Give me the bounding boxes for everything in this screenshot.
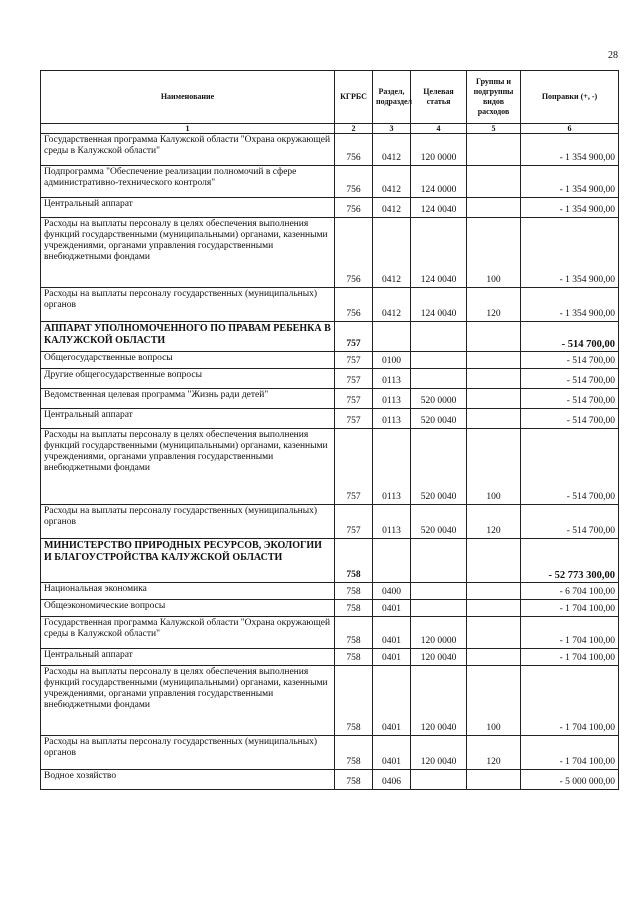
table-row: [41, 389, 619, 409]
row-target-cell: 120 0040: [411, 736, 467, 770]
row-amount-cell: - 1 354 900,00: [521, 218, 619, 288]
row-section-cell: 0412: [373, 288, 411, 322]
table-row: [41, 288, 619, 322]
row-section-cell: 0113: [373, 505, 411, 539]
row-group-cell: 120: [467, 288, 521, 322]
row-name-cell: Центральный аппарат: [41, 649, 335, 666]
row-amount-cell: - 1 704 100,00: [521, 649, 619, 666]
row-name-cell: МИНИСТЕРСТВО ПРИРОДНЫХ РЕСУРСОВ, ЭКОЛОГИИ И БЛАГОУСТРОЙСТВА КАЛУЖСКОЙ ОБЛАСТИ: [41, 539, 335, 583]
row-kgrbs-cell: 758: [335, 649, 373, 666]
row-kgrbs-cell: 758: [335, 600, 373, 617]
row-kgrbs-cell: 758: [335, 617, 373, 649]
row-amount-cell: - 514 700,00: [521, 429, 619, 505]
row-target-cell: [411, 322, 467, 352]
row-section-cell: 0412: [373, 134, 411, 166]
row-kgrbs-cell: 756: [335, 134, 373, 166]
row-group-cell: 100: [467, 429, 521, 505]
row-section-cell: 0113: [373, 429, 411, 505]
row-target-cell: 520 0040: [411, 505, 467, 539]
row-target-cell: [411, 539, 467, 583]
row-target-cell: 124 0040: [411, 218, 467, 288]
header-amendment: Поправки (+, -): [521, 71, 619, 124]
row-target-cell: [411, 352, 467, 369]
row-kgrbs-cell: 757: [335, 389, 373, 409]
table-row: [41, 429, 619, 505]
row-group-cell: [467, 198, 521, 218]
row-group-cell: [467, 539, 521, 583]
row-target-cell: 120 0040: [411, 649, 467, 666]
row-name-cell: Расходы на выплаты персоналу государственных (муниципальных) органов: [41, 288, 335, 322]
row-section-cell: 0406: [373, 770, 411, 790]
row-name-cell: Расходы на выплаты персоналу в целях обеспечения выполнения функций государственными (муниципальными) органами, казенными учреждениями, органами управления государственными внебюджетными фондами: [41, 666, 335, 736]
row-kgrbs-cell: 757: [335, 322, 373, 352]
table-row: [41, 352, 619, 369]
table-row: [41, 736, 619, 770]
table-row: [41, 166, 619, 198]
table-row: [41, 617, 619, 649]
row-kgrbs-cell: 758: [335, 539, 373, 583]
row-name-cell: Расходы на выплаты персоналу в целях обеспечения выполнения функций государственными (муниципальными) органами, казенными учреждениями, органами управления государственными внебюджетными фондами: [41, 218, 335, 288]
row-group-cell: [467, 649, 521, 666]
row-section-cell: 0401: [373, 736, 411, 770]
row-target-cell: 520 0000: [411, 389, 467, 409]
row-amount-cell: - 1 704 100,00: [521, 666, 619, 736]
row-amount-cell: - 514 700,00: [521, 322, 619, 352]
row-name-cell: Общегосударственные вопросы: [41, 352, 335, 369]
row-name-cell: Центральный аппарат: [41, 198, 335, 218]
row-name-cell: Расходы на выплаты персоналу в целях обеспечения выполнения функций государственными (муниципальными) органами, казенными учреждениями, органами управления государственными внебюджетными фондами: [41, 429, 335, 505]
row-group-cell: [467, 166, 521, 198]
row-section-cell: 0401: [373, 666, 411, 736]
row-group-cell: 100: [467, 218, 521, 288]
header-kgrbs: КГРБС: [335, 71, 373, 124]
row-name-cell: Другие общегосударственные вопросы: [41, 369, 335, 389]
table-row: [41, 770, 619, 790]
table-row: [41, 539, 619, 583]
row-name-cell: Национальная экономика: [41, 583, 335, 600]
column-number-row: [41, 124, 619, 134]
table-row: [41, 505, 619, 539]
table-row: [41, 666, 619, 736]
row-group-cell: [467, 770, 521, 790]
row-target-cell: 124 0040: [411, 198, 467, 218]
row-group-cell: [467, 389, 521, 409]
row-group-cell: [467, 409, 521, 429]
table-row: [41, 583, 619, 600]
row-group-cell: [467, 322, 521, 352]
row-name-cell: Общеэкономические вопросы: [41, 600, 335, 617]
row-kgrbs-cell: 757: [335, 369, 373, 389]
row-kgrbs-cell: 757: [335, 429, 373, 505]
row-kgrbs-cell: 756: [335, 198, 373, 218]
row-group-cell: [467, 600, 521, 617]
row-target-cell: [411, 583, 467, 600]
row-target-cell: 124 0040: [411, 288, 467, 322]
row-section-cell: 0100: [373, 352, 411, 369]
row-name-cell: Расходы на выплаты персоналу государственных (муниципальных) органов: [41, 505, 335, 539]
row-target-cell: [411, 600, 467, 617]
table-row: [41, 198, 619, 218]
row-amount-cell: - 514 700,00: [521, 369, 619, 389]
row-amount-cell: - 514 700,00: [521, 409, 619, 429]
row-kgrbs-cell: 757: [335, 352, 373, 369]
row-amount-cell: - 1 704 100,00: [521, 600, 619, 617]
row-name-cell: Водное хозяйство: [41, 770, 335, 790]
table-row: [41, 369, 619, 389]
row-kgrbs-cell: 756: [335, 218, 373, 288]
column-number: 5: [467, 124, 521, 134]
row-group-cell: [467, 583, 521, 600]
table-row: [41, 134, 619, 166]
row-section-cell: 0412: [373, 166, 411, 198]
row-amount-cell: - 1 704 100,00: [521, 617, 619, 649]
column-number: 6: [521, 124, 619, 134]
row-group-cell: [467, 134, 521, 166]
row-amount-cell: - 1 354 900,00: [521, 134, 619, 166]
row-name-cell: Государственная программа Калужской области "Охрана окружающей среды в Калужской области": [41, 134, 335, 166]
row-amount-cell: - 514 700,00: [521, 389, 619, 409]
header-row: [41, 71, 619, 124]
row-section-cell: 0113: [373, 369, 411, 389]
row-kgrbs-cell: 756: [335, 288, 373, 322]
row-section-cell: 0113: [373, 389, 411, 409]
row-section-cell: 0401: [373, 649, 411, 666]
table-row: [41, 409, 619, 429]
row-group-cell: 120: [467, 505, 521, 539]
page-number: 28: [608, 50, 618, 61]
row-group-cell: [467, 617, 521, 649]
row-target-cell: 120 0000: [411, 617, 467, 649]
row-name-cell: Подпрограмма "Обеспечение реализации полномочий в сфере административно-технического контроля": [41, 166, 335, 198]
header-target: Целевая статья: [411, 71, 467, 124]
row-amount-cell: - 1 704 100,00: [521, 736, 619, 770]
row-target-cell: [411, 770, 467, 790]
row-group-cell: 120: [467, 736, 521, 770]
column-number: 3: [373, 124, 411, 134]
row-target-cell: 120 0000: [411, 134, 467, 166]
column-number: 2: [335, 124, 373, 134]
row-amount-cell: - 1 354 900,00: [521, 288, 619, 322]
row-target-cell: 520 0040: [411, 429, 467, 505]
row-kgrbs-cell: 758: [335, 666, 373, 736]
column-number: 1: [41, 124, 335, 134]
row-amount-cell: - 5 000 000,00: [521, 770, 619, 790]
row-amount-cell: - 514 700,00: [521, 505, 619, 539]
row-amount-cell: - 514 700,00: [521, 352, 619, 369]
row-kgrbs-cell: 758: [335, 583, 373, 600]
row-section-cell: 0401: [373, 600, 411, 617]
row-amount-cell: - 6 704 100,00: [521, 583, 619, 600]
row-target-cell: 124 0000: [411, 166, 467, 198]
row-section-cell: [373, 539, 411, 583]
row-section-cell: [373, 322, 411, 352]
row-amount-cell: - 52 773 300,00: [521, 539, 619, 583]
row-kgrbs-cell: 758: [335, 736, 373, 770]
row-target-cell: [411, 369, 467, 389]
header-groups: Группы и подгруппы видов расходов: [467, 71, 521, 124]
row-group-cell: 100: [467, 666, 521, 736]
row-name-cell: Расходы на выплаты персоналу государственных (муниципальных) органов: [41, 736, 335, 770]
row-section-cell: 0400: [373, 583, 411, 600]
row-section-cell: 0401: [373, 617, 411, 649]
row-kgrbs-cell: 757: [335, 505, 373, 539]
row-kgrbs-cell: 756: [335, 166, 373, 198]
row-group-cell: [467, 369, 521, 389]
header-section: Раздел, подраздел: [373, 71, 411, 124]
row-section-cell: 0412: [373, 198, 411, 218]
row-group-cell: [467, 352, 521, 369]
row-kgrbs-cell: 758: [335, 770, 373, 790]
table-body: [41, 134, 619, 790]
row-amount-cell: - 1 354 900,00: [521, 166, 619, 198]
row-name-cell: АППАРАТ УПОЛНОМОЧЕННОГО ПО ПРАВАМ РЕБЕНКА В КАЛУЖСКОЙ ОБЛАСТИ: [41, 322, 335, 352]
row-name-cell: Центральный аппарат: [41, 409, 335, 429]
row-kgrbs-cell: 757: [335, 409, 373, 429]
row-name-cell: Ведомственная целевая программа "Жизнь ради детей": [41, 389, 335, 409]
row-target-cell: 120 0040: [411, 666, 467, 736]
budget-table: [40, 70, 619, 790]
row-target-cell: 520 0040: [411, 409, 467, 429]
table-row: [41, 218, 619, 288]
row-section-cell: 0412: [373, 218, 411, 288]
table-row: [41, 322, 619, 352]
row-name-cell: Государственная программа Калужской области "Охрана окружающей среды в Калужской области": [41, 617, 335, 649]
column-number: 4: [411, 124, 467, 134]
row-section-cell: 0113: [373, 409, 411, 429]
row-amount-cell: - 1 354 900,00: [521, 198, 619, 218]
table-row: [41, 649, 619, 666]
table-row: [41, 600, 619, 617]
header-name: Наименование: [41, 71, 335, 124]
